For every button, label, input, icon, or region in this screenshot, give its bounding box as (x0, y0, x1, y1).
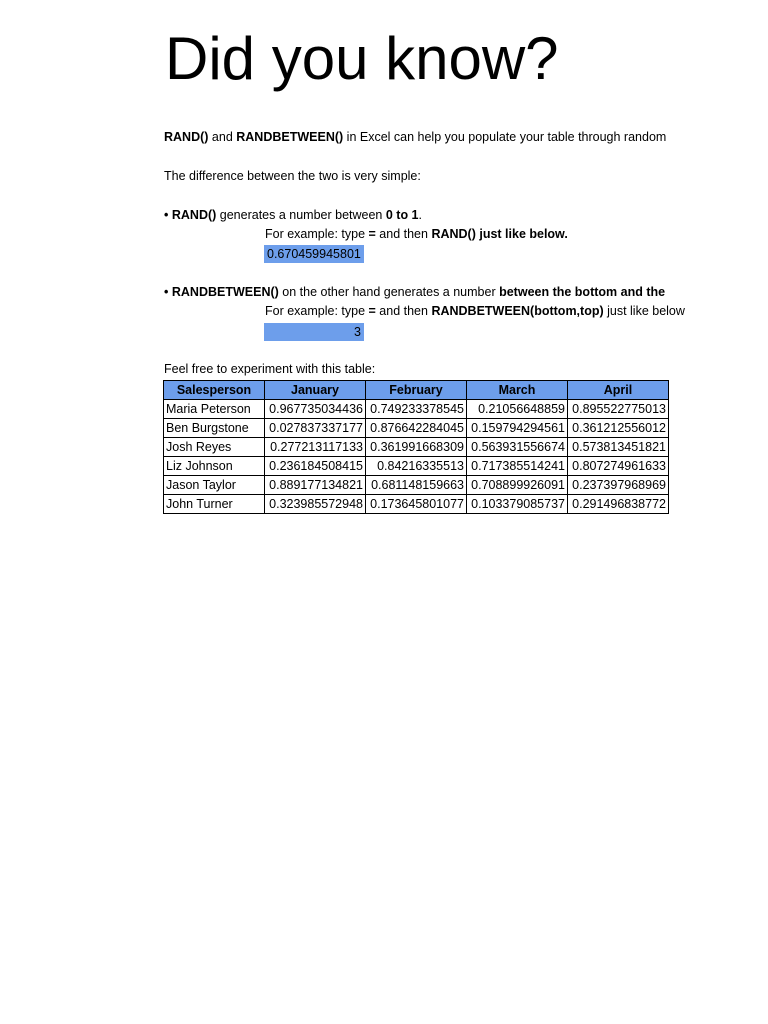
table-row (164, 400, 669, 419)
experiment-text: Feel free to experiment with this table: (164, 362, 376, 376)
table-header-row (164, 381, 669, 400)
table-row (164, 495, 669, 514)
rand-desc-text: generates a number between (216, 208, 386, 222)
randbetween-example-cell[interactable]: 3 (264, 323, 364, 341)
rand-description (164, 207, 666, 223)
randbetween-example-function: RANDBETWEEN(bottom,top) (431, 304, 604, 318)
randbetween-example-text (265, 303, 685, 319)
rand-example-prefix: For example: type (265, 227, 369, 241)
randbetween-desc-bold: between the bottom and the (499, 285, 666, 299)
rand-example-text (265, 226, 666, 242)
value-cell[interactable]: 0.84216335513 (366, 457, 467, 476)
rand-example-then: and then (375, 227, 432, 241)
value-cell[interactable]: 0.573813451821 (568, 438, 669, 457)
intro-rest: in Excel can help you populate your table through random (343, 130, 667, 144)
rand-example-cell[interactable]: 0.670459945801 (264, 245, 364, 263)
table-row (164, 457, 669, 476)
salesperson-cell[interactable]: Josh Reyes (164, 438, 265, 457)
value-cell[interactable]: 0.237397968969 (568, 476, 669, 495)
difference-text: The difference between the two is very simple: (164, 169, 421, 183)
column-header-salesperson[interactable]: Salesperson (164, 381, 265, 400)
column-header-march[interactable]: March (467, 381, 568, 400)
sales-table (163, 380, 669, 514)
value-cell[interactable]: 0.361991668309 (366, 438, 467, 457)
randbetween-example-then: and then (375, 304, 432, 318)
salesperson-cell[interactable]: Ben Burgstone (164, 419, 265, 438)
randbetween-name: RANDBETWEEN() (171, 285, 279, 299)
column-header-april[interactable]: April (568, 381, 669, 400)
randbetween-function-name: RANDBETWEEN() (236, 130, 344, 144)
value-cell[interactable]: 0.361212556012 (568, 419, 669, 438)
value-cell[interactable]: 0.236184508415 (265, 457, 366, 476)
rand-name: RAND() (171, 208, 217, 222)
value-cell[interactable]: 0.717385514241 (467, 457, 568, 476)
value-cell[interactable]: 0.103379085737 (467, 495, 568, 514)
value-cell[interactable]: 0.159794294561 (467, 419, 568, 438)
intro-connector: and (208, 130, 237, 144)
value-cell[interactable]: 0.749233378545 (366, 400, 467, 419)
rand-function-name: RAND() (164, 130, 209, 144)
rand-desc-end: . (418, 208, 422, 222)
column-header-january[interactable]: January (265, 381, 366, 400)
salesperson-cell[interactable]: John Turner (164, 495, 265, 514)
bullet: • (164, 208, 172, 222)
bullet: • (164, 285, 172, 299)
value-cell[interactable]: 0.895522775013 (568, 400, 669, 419)
rand-example-function: RAND() just like below. (431, 227, 568, 241)
randbetween-example-prefix: For example: type (265, 304, 369, 318)
table-row (164, 419, 669, 438)
table-row (164, 438, 669, 457)
intro-text (164, 129, 666, 145)
salesperson-cell[interactable]: Liz Johnson (164, 457, 265, 476)
randbetween-example-equals: = (368, 304, 376, 318)
salesperson-cell[interactable]: Jason Taylor (164, 476, 265, 495)
page-title (163, 25, 666, 99)
value-cell[interactable]: 0.563931556674 (467, 438, 568, 457)
table-row (164, 476, 669, 495)
value-cell[interactable]: 0.876642284045 (366, 419, 467, 438)
randbetween-example-rest: just like below (603, 304, 685, 318)
value-cell[interactable]: 0.967735034436 (265, 400, 366, 419)
column-header-february[interactable]: February (366, 381, 467, 400)
randbetween-description (164, 284, 666, 300)
value-cell[interactable]: 0.277213117133 (265, 438, 366, 457)
value-cell[interactable]: 0.708899926091 (467, 476, 568, 495)
value-cell[interactable]: 0.291496838772 (568, 495, 669, 514)
value-cell[interactable]: 0.889177134821 (265, 476, 366, 495)
value-cell[interactable]: 0.173645801077 (366, 495, 467, 514)
rand-example-equals: = (368, 227, 376, 241)
salesperson-cell[interactable]: Maria Peterson (164, 400, 265, 419)
rand-range: 0 to 1 (385, 208, 419, 222)
randbetween-desc-text: on the other hand generates a number (278, 285, 500, 299)
value-cell[interactable]: 0.807274961633 (568, 457, 669, 476)
page-title-text: Did you know? (165, 25, 559, 92)
value-cell[interactable]: 0.681148159663 (366, 476, 467, 495)
value-cell[interactable]: 0.027837337177 (265, 419, 366, 438)
value-cell[interactable]: 0.21056648859 (467, 400, 568, 419)
value-cell[interactable]: 0.323985572948 (265, 495, 366, 514)
